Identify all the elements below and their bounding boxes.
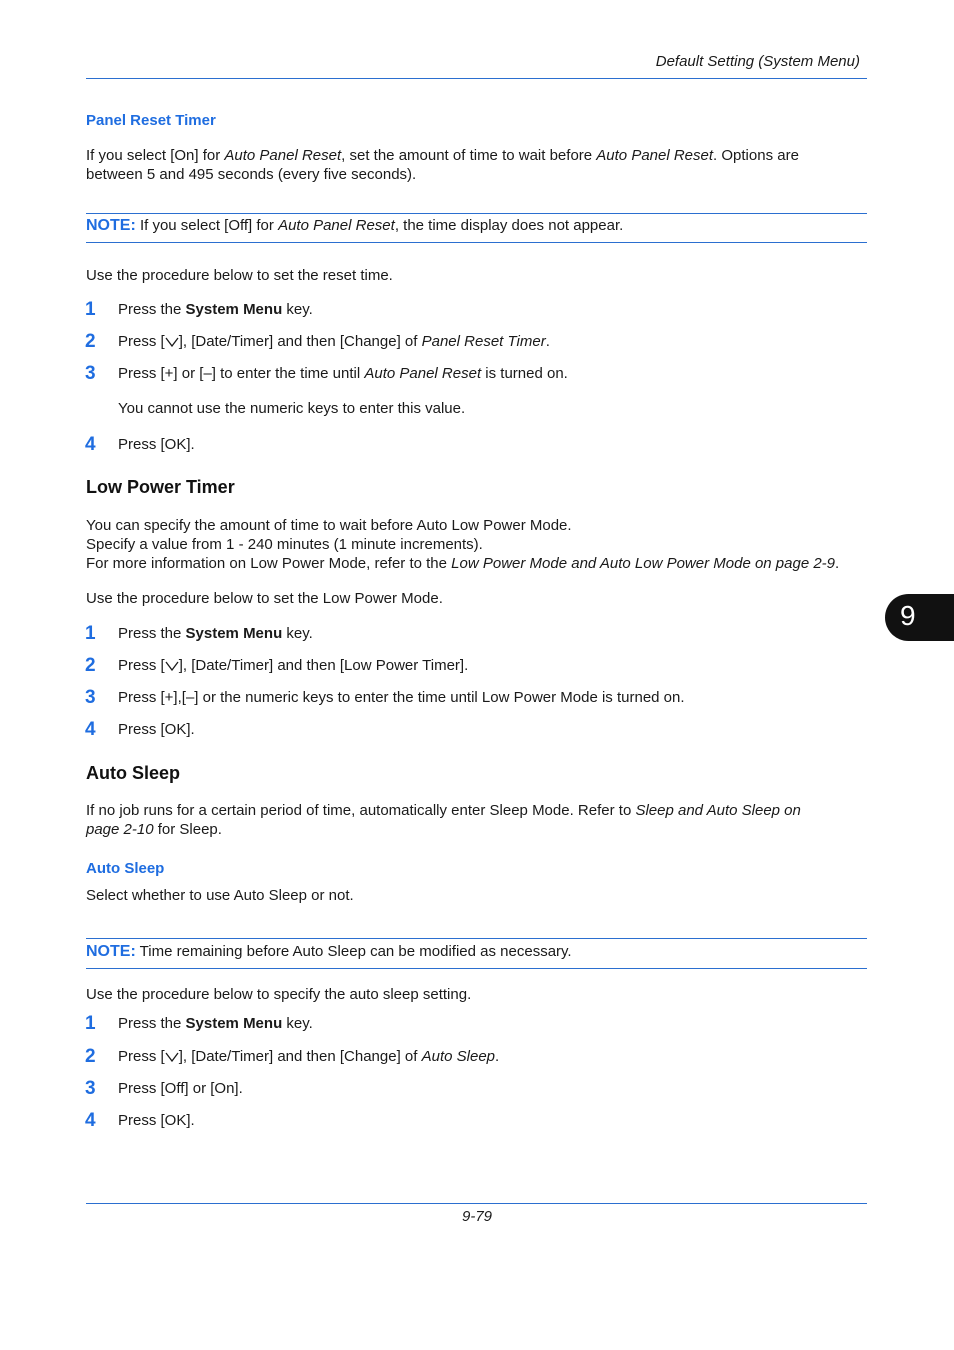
step-number: 2 bbox=[85, 655, 96, 676]
panel-reset-timer-heading: Panel Reset Timer bbox=[86, 112, 216, 129]
step-text: Press [OK]. bbox=[118, 721, 195, 738]
step-number: 1 bbox=[85, 623, 96, 644]
step-number: 3 bbox=[85, 1078, 96, 1099]
note-label: NOTE: bbox=[86, 943, 136, 960]
running-header: Default Setting (System Menu) bbox=[655, 53, 860, 70]
auto-sleep-description: If no job runs for a certain period of time, automatically enter Sleep Mode. Refer to Sleep and Auto Sleep on page 2-10 for Sleep. bbox=[86, 802, 801, 838]
step-number: 2 bbox=[85, 331, 96, 352]
low-power-timer-heading: Low Power Timer bbox=[86, 477, 235, 497]
step-number: 4 bbox=[85, 719, 96, 740]
step-number: 1 bbox=[85, 299, 96, 320]
step-number: 4 bbox=[85, 434, 96, 455]
note-rule-bottom bbox=[86, 242, 867, 243]
step-text: Press [ ], [Date/Timer] and then [Change] of Panel Reset Timer. bbox=[118, 333, 550, 350]
step-number: 2 bbox=[85, 1046, 96, 1067]
down-arrow-key-icon bbox=[165, 661, 179, 671]
note-rule-top bbox=[86, 938, 867, 939]
note-label: NOTE: bbox=[86, 217, 136, 234]
header-rule bbox=[86, 78, 867, 79]
step-text: Press [OK]. bbox=[118, 1112, 195, 1129]
cross-reference: Low Power Mode and Auto Low Power Mode on page 2-9 bbox=[451, 555, 836, 572]
step-number: 1 bbox=[85, 1013, 96, 1034]
low-power-timer-description: You can specify the amount of time to wait before Auto Low Power Mode. Specify a value from 1 - 240 minutes (1 minute increments). For more information on Low Power Mode, refer to the Low Power Mode and Auto Low Power Mode on page 2-9. bbox=[86, 517, 840, 572]
step-text: Press [ ], [Date/Timer] and then [Change] of Auto Sleep. bbox=[118, 1048, 500, 1065]
step-note: You cannot use the numeric keys to enter this value. bbox=[118, 400, 466, 417]
step-text: Press [ ], [Date/Timer] and then [Low Power Timer]. bbox=[118, 657, 469, 674]
chapter-tab bbox=[885, 594, 954, 641]
auto-sleep-select-text: Select whether to use Auto Sleep or not. bbox=[86, 887, 354, 904]
step-text: Press the System Menu key. bbox=[118, 301, 313, 318]
panel-reset-timer-description: If you select [On] for Auto Panel Reset, set the amount of time to wait before Auto Panel Reset. Options are between 5 and 495 seconds (every five seconds). bbox=[86, 147, 799, 183]
auto-sleep-subheading: Auto Sleep bbox=[86, 860, 165, 877]
panel-reset-timer-note: NOTE: If you select [Off] for Auto Panel Reset, the time display does not appear. bbox=[86, 217, 624, 234]
step-number: 3 bbox=[85, 363, 96, 384]
step-number: 4 bbox=[85, 1110, 96, 1131]
step-text: Press the System Menu key. bbox=[118, 1015, 313, 1032]
step-text: Press [+] or [–] to enter the time until Auto Panel Reset is turned on. bbox=[118, 365, 568, 382]
footer-rule bbox=[86, 1203, 867, 1204]
note-rule-top bbox=[86, 213, 867, 214]
step-text: Press [+],[–] or the numeric keys to enter the time until Low Power Mode is turned on. bbox=[118, 689, 685, 706]
panel-reset-timer-intro: Use the procedure below to set the reset time. bbox=[86, 267, 393, 284]
step-text: Press [OK]. bbox=[118, 436, 195, 453]
auto-sleep-intro: Use the procedure below to specify the auto sleep setting. bbox=[86, 986, 472, 1003]
down-arrow-key-icon bbox=[165, 1052, 179, 1062]
cross-reference: Sleep and Auto Sleep on bbox=[635, 802, 801, 819]
step-text: Press the System Menu key. bbox=[118, 625, 313, 642]
down-arrow-key-icon bbox=[165, 337, 179, 347]
auto-sleep-heading: Auto Sleep bbox=[86, 763, 181, 783]
page-number: 9-79 bbox=[461, 1208, 493, 1225]
step-text: Press [Off] or [On]. bbox=[118, 1080, 243, 1097]
chapter-tab-number: 9 bbox=[900, 600, 916, 631]
note-rule-bottom bbox=[86, 968, 867, 969]
low-power-timer-intro: Use the procedure below to set the Low Power Mode. bbox=[86, 590, 443, 607]
auto-sleep-note: NOTE: Time remaining before Auto Sleep can be modified as necessary. bbox=[86, 943, 572, 960]
step-number: 3 bbox=[85, 687, 96, 708]
